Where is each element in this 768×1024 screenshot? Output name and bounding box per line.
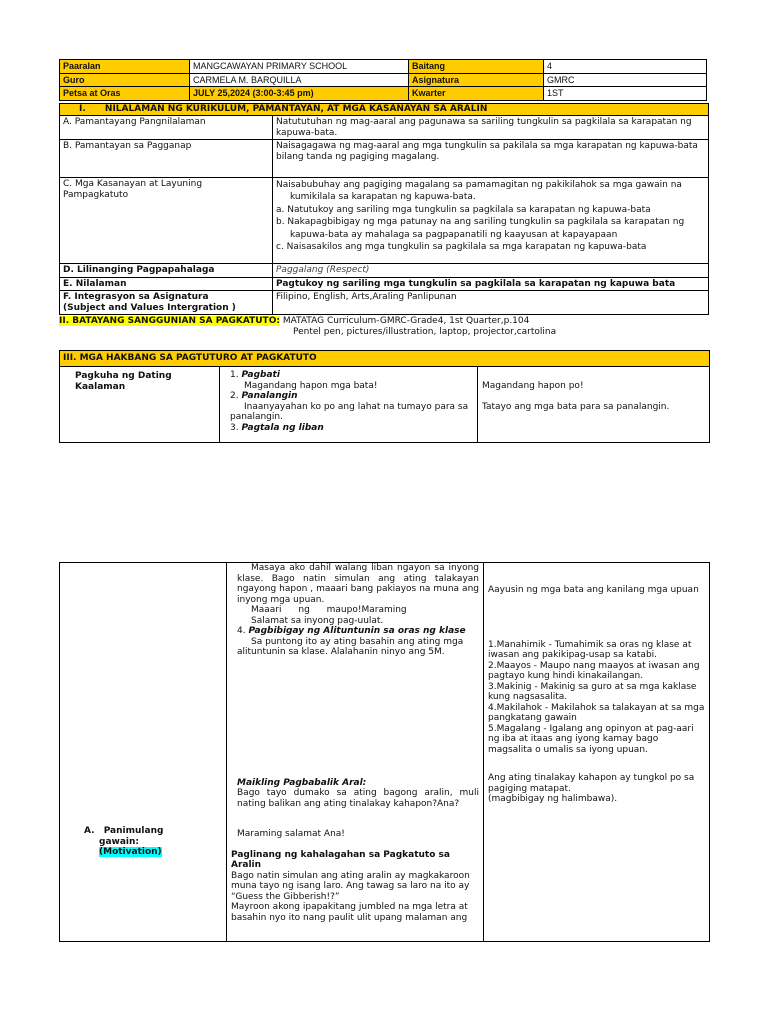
row-a-value: Natututuhan ng mag-aaral ang pagunawa sa sariling tungkulin sa pagkilala sa karapatan ng kapuwa-bata.	[273, 116, 709, 140]
row1-resp2: Tatayo ang mga bata para sa panalangin.	[482, 401, 670, 412]
panimulang-line1: Panimulang	[103, 826, 164, 837]
step3-title: Pagtala ng liban	[241, 422, 324, 433]
review-title: Maikling Pagbabalik Aral:	[237, 777, 367, 788]
kwarter-label: Kwarter	[409, 87, 544, 101]
section2-title: II. BATAYANG SANGGUNIAN SA PAGKATUTO:	[59, 316, 280, 326]
row-b-label: B. Pamantayan sa Pagganap	[60, 140, 273, 178]
c-line-3: b. Nakapagbibigay ng mga patunay na ang sariling tungkulin sa pagkilala sa karapatan ng	[276, 217, 685, 228]
paglinang-title: Paglinang ng kahalagahan sa Pagkatuto sa Aralin	[231, 849, 450, 870]
asignatura-label: Asignatura	[409, 73, 544, 87]
thanks-line: Maraming salamat Ana!	[237, 829, 345, 839]
step1-body: Magandang hapon mga bata!	[244, 380, 378, 391]
row-e-label: E. Nilalaman	[60, 277, 273, 291]
row-d-label: D. Lilinanging Pagpapahalaga	[60, 264, 273, 278]
c-line-5: c. Naisasakilos ang mga tungkulin sa pagkilala sa mga karapatan ng kapuwa-bata	[276, 242, 647, 253]
step4-num: 4.	[237, 626, 246, 636]
rule-4: 4.Makilahok - Makilahok sa talakayan at sa mga pangkatang gawain	[488, 702, 705, 723]
row1-steps	[220, 367, 478, 443]
petsa-value: JULY 25,2024 (3:00-3:45 pm)	[190, 87, 409, 101]
row-f-label-2: (Subject and Values Intergration )	[63, 302, 236, 313]
step2-title: Panalangin	[241, 391, 298, 401]
rule-2: 2.Maayos - Maupo nang maayos at iwasan ang pagtayo kung hindi kinakailangan.	[488, 660, 700, 681]
steps-table	[59, 350, 710, 443]
row-f-label-1: F. Integrasyon sa Asignatura	[63, 292, 209, 302]
guro-label: Guro	[60, 73, 190, 87]
mid-para3: Salamat sa inyong pag-uulat.	[251, 615, 384, 626]
row-c-value	[273, 178, 709, 264]
section2-line2: Pentel pen, pictures/illustration, laptop, projector,cartolina	[293, 327, 557, 337]
c-line-0: Naisabubuhay ang pagiging magalang sa pamamagitan ng pakikilahok sa mga gawain na	[276, 180, 682, 190]
step1-title: Pagbati	[241, 370, 280, 380]
step2-body: Inaanyayahan ko po ang lahat na tumayo para sa panalangin.	[230, 401, 469, 422]
right-r1: Aayusin ng mga bata ang kanilang mga upuan	[488, 585, 699, 595]
section1-header	[60, 104, 709, 116]
paglinang-body: Bago natin simulan ang ating aralin ay magkakaroon muna tayo ng isang laro. Ang tawag sa laro na ito ay “Guess the Gibberish!?”	[231, 870, 470, 902]
baitang-label: Baitang	[409, 60, 544, 74]
section3-title: III. MGA HAKBANG SA PAGTUTURO AT PAGKATUTO	[60, 351, 710, 367]
row-d-value: Paggalang (Respect)	[273, 264, 709, 278]
kwarter-value: 1ST	[544, 87, 707, 101]
panimulang-line2: gawain:	[99, 836, 139, 847]
baitang-value: 4	[544, 60, 707, 74]
c-line-2: a. Natutukoy ang sariling mga tungkulin sa pagkilala sa karapatan ng kapuwa-bata	[276, 204, 651, 215]
motivation-table	[59, 562, 710, 942]
step3-num: 3.	[230, 422, 239, 433]
header-table	[59, 59, 707, 101]
step2-num: 2.	[230, 391, 239, 401]
curriculum-table	[59, 103, 709, 315]
row-f-label	[60, 291, 273, 315]
mid-para2: Maaari ng maupo!Maraming	[251, 605, 407, 615]
section2-line1: MATATAG Curriculum-GMRC-Grade4, 1st Quarter,p.104	[282, 316, 530, 326]
row1-label-text: Pagkuha ng Dating Kaalaman	[75, 371, 172, 392]
step4-title: Pagbibigay ng Alituntunin sa oras ng klase	[248, 626, 466, 636]
c-line-1: kumikilala sa karapatan ng kapuwa-bata.	[290, 192, 476, 203]
right-r4: (magbibigay ng halimbawa).	[488, 794, 618, 804]
motivation-highlight: (Motivation)	[99, 847, 162, 858]
right-r3: Ang ating tinalakay kahapon ay tungkol po sa pagiging matapat.	[488, 773, 695, 794]
row-f-value: Filipino, English, Arts,Araling Panlipunan	[273, 291, 709, 315]
step4-body: Sa puntong ito ay ating basahin ang ating mga alituntunin sa klase. Alalahanin ninyo ang 5M.	[237, 636, 464, 657]
section1-number: I.	[79, 104, 86, 114]
row-b-value: Naisagagawa ng mag-aaral ang mga tungkulin sa pakilala sa mga karapatan ng kapuwa-bata bilang tanda ng pagiging magalang.	[273, 140, 709, 178]
asignatura-value: GMRC	[544, 73, 707, 87]
row-a-label: A. Pamantayang Pangnilalaman	[60, 116, 273, 140]
panimulang-label	[60, 563, 227, 942]
motivation-right	[484, 563, 710, 942]
rule-5: 5.Magalang - Igalang ang opinyon at pag-aari ng iba at itaas ang iyong kamay bago magsalita o umalis sa iyong upuan.	[488, 723, 694, 755]
rule-3: 3.Makinig - Makinig sa guro at sa mga kaklase kung nagsasalita.	[488, 681, 697, 702]
row1-responses	[478, 367, 710, 443]
motivation-middle	[227, 563, 484, 942]
panimulang-letter: A.	[84, 826, 95, 837]
review-body: Bago tayo dumako sa ating bagong aralin, muli nating balikan ang ating tinalakay kahapon?Ana?	[237, 788, 479, 809]
step1-num: 1.	[230, 370, 239, 380]
guro-value: CARMELA M. BARQUILLA	[190, 73, 409, 87]
rule-1: 1.Manahimik - Tumahimik sa oras ng klase at iwasan ang pakikipag-usap sa katabi.	[488, 639, 692, 660]
paglinang-body2: Mayroon akong ipapakitang jumbled na mga letra at basahin nyo ito nang paulit ulit upang malaman ang	[231, 902, 468, 923]
paaralan-label: Paaralan	[60, 60, 190, 74]
mid-para1: Masaya ako dahil walang liban ngayon sa inyong klase. Bago natin simulan ang ating talakayan ngayong hapon , maaari bang pakiayos na muna ang inyong mga upuan.	[237, 563, 479, 605]
row-c-label: C. Mga Kasanayan at Layuning Pampagkatuto	[60, 178, 273, 264]
row-e-value: Pagtukoy ng sariling mga tungkulin sa pagkilala sa karapatan ng kapuwa bata	[273, 277, 709, 291]
section1-title: NILALAMAN NG KURIKULUM, PAMANTAYAN, AT MGA KASANAYAN SA ARALIN	[104, 104, 488, 114]
paaralan-value: MANGCAWAYAN PRIMARY SCHOOL	[190, 60, 409, 74]
row1-label	[60, 367, 220, 443]
c-line-4: kapuwa-bata ay mahalaga sa pagpapanatili ng kaayusan at kapayapaan	[290, 229, 618, 240]
petsa-label: Petsa at Oras	[60, 87, 190, 101]
row1-resp1: Magandang hapon po!	[482, 381, 584, 391]
section2	[59, 316, 709, 338]
